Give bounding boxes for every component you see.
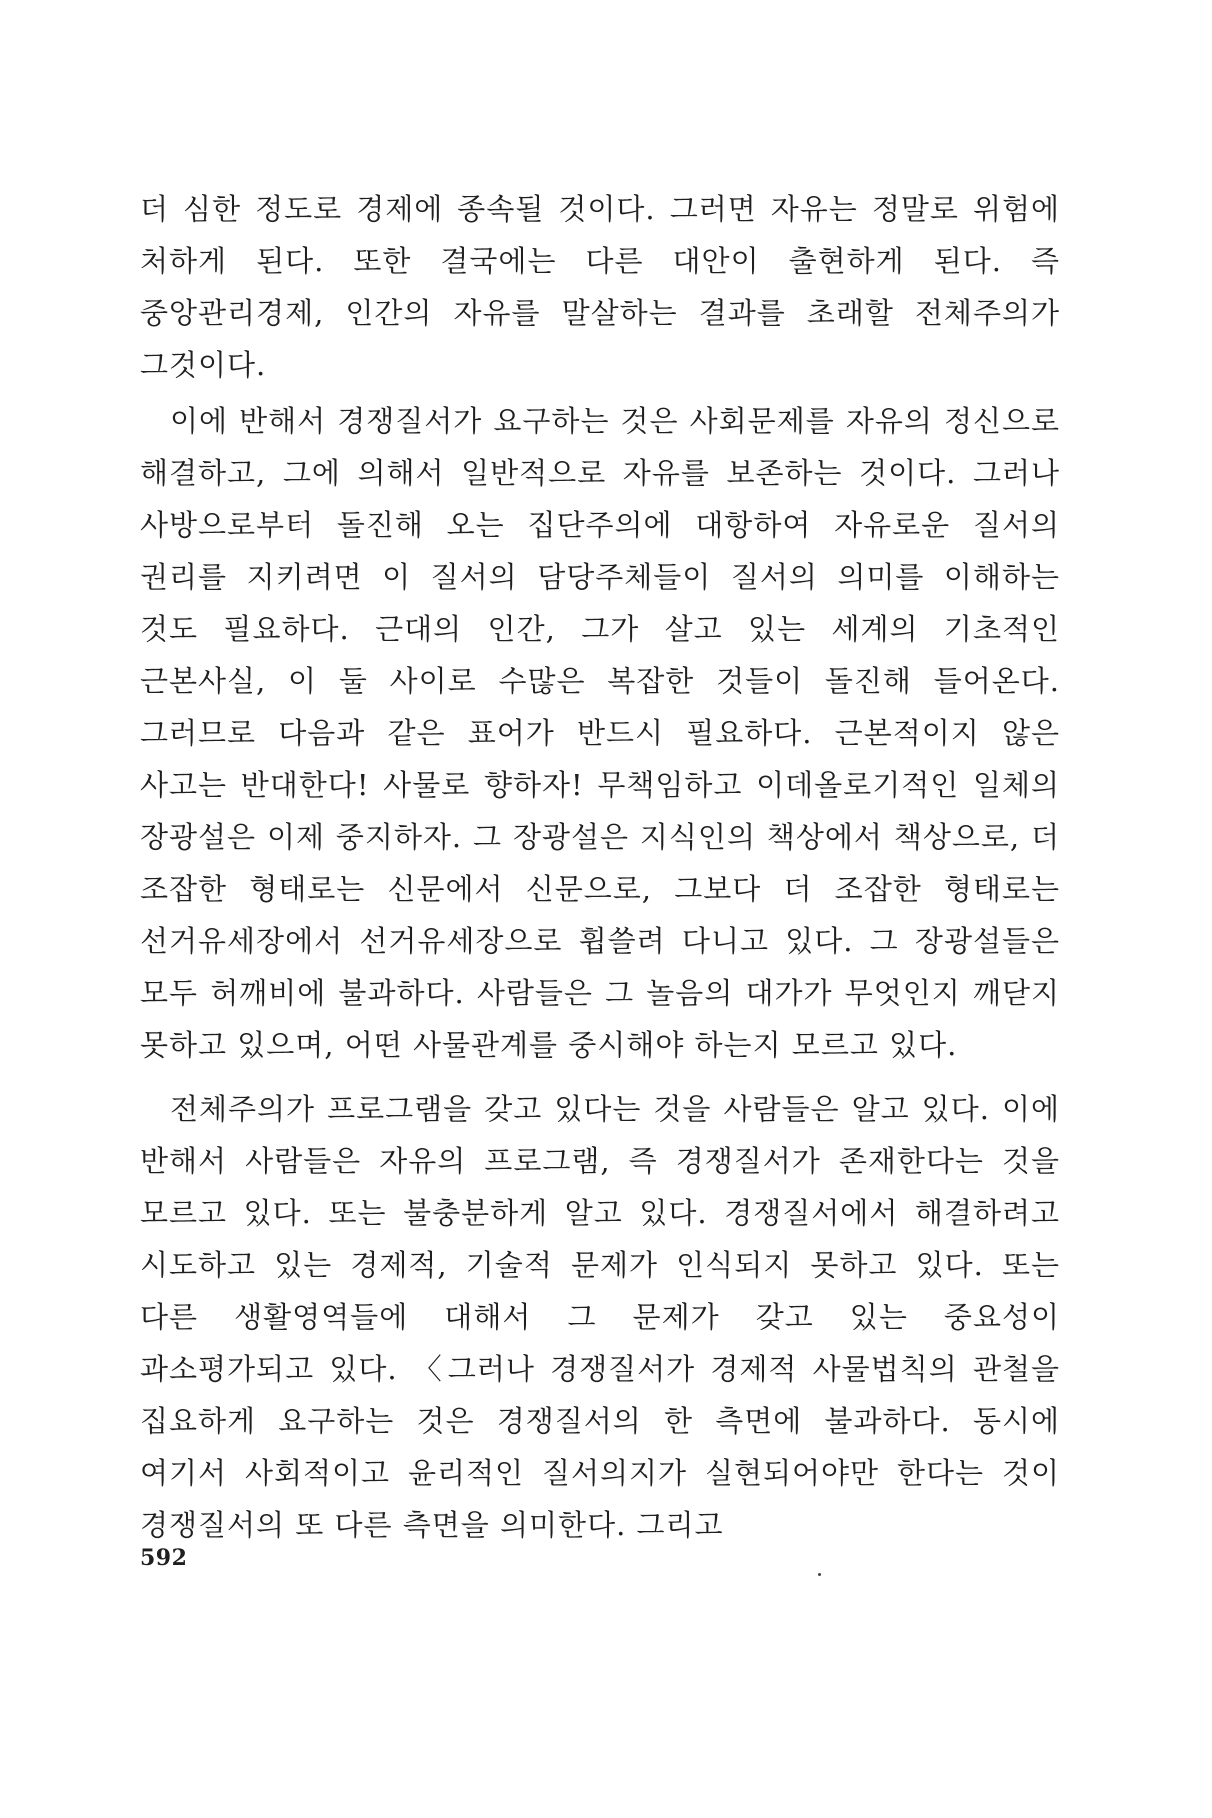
page-number: 592	[140, 1545, 188, 1571]
paragraph-continued	[140, 183, 1060, 391]
paragraph-text: 이에 반해서 경쟁질서가 요구하는 것은 사회문제를 자유의 정신으로 해결하고, 그에 의해서 일반적으로 자유를 보존하는 것이다. 그러나 사방으로부터 돌진해 오는 집단주의에 대항하여 자유로운 질서의 권리를 지키려면 이 질서의 담당주체들이 질서의 의미를 이해하는 것도 필요하다. 근대의 인간, 그가 살고 있는 세계의 기초적인 근본사실, 이 둘 사이로 수많은 복잡한 것들이 돌진해 들어온다. 그러므로 다음과 같은 표어가 반드시 필요하다. 근본적이지 않은 사고는 반대한다! 사물로 향하자! 무책임하고 이데올로기적인 일체의 장광설은 이제 중지하자. 그 장광설은 지식인의 책상에서 책상으로, 더 조잡한 형태로는 신문에서 신문으로, 그보다 더 조잡한 형태로는 선거유세장에서 선거유세장으로 휩쓸려 다니고 있다. 그 장광설들은 모두 허깨비에 불과하다. 사람들은 그 놀음의 대가가 무엇인지 깨닫지 못하고 있으며, 어떤 사물관계를 중시해야 하는지 모르고 있다.	[140, 404, 1060, 1062]
paragraph-text: 전체주의가 프로그램을 갖고 있다는 것을 사람들은 알고 있다. 이에 반해서 사람들은 자유의 프로그램, 즉 경쟁질서가 존재한다는 것을 모르고 있다. 또는 불충분하게 알고 있다. 경쟁질서에서 해결하려고 시도하고 있는 경제적, 기술적 문제가 인식되지 못하고 있다. 또는 다른 생활영역들에 대해서 그 문제가 갖고 있는 중요성이 과소평가되고 있다. 〈그러나 경쟁질서가 경제적 사물법칙의 관철을 집요하게 요구하는 것은 경쟁질서의 한 측면에 불과하다. 동시에 여기서 사회적이고 윤리적인 질서의지가 실현되어야만 한다는 것이 경쟁질서의 또 다른 측면을 의미한다. 그리고	[140, 1092, 1060, 1542]
paragraph	[140, 1083, 1060, 1551]
scan-speck	[818, 1573, 821, 1576]
paragraph	[140, 395, 1060, 1071]
paragraph-text: 더 심한 정도로 경제에 종속될 것이다. 그러면 자유는 정말로 위험에 처하게 된다. 또한 결국에는 다른 대안이 출현하게 된다. 즉 중앙관리경제, 인간의 자유를 말살하는 결과를 초래할 전체주의가 그것이다.	[140, 192, 1060, 382]
